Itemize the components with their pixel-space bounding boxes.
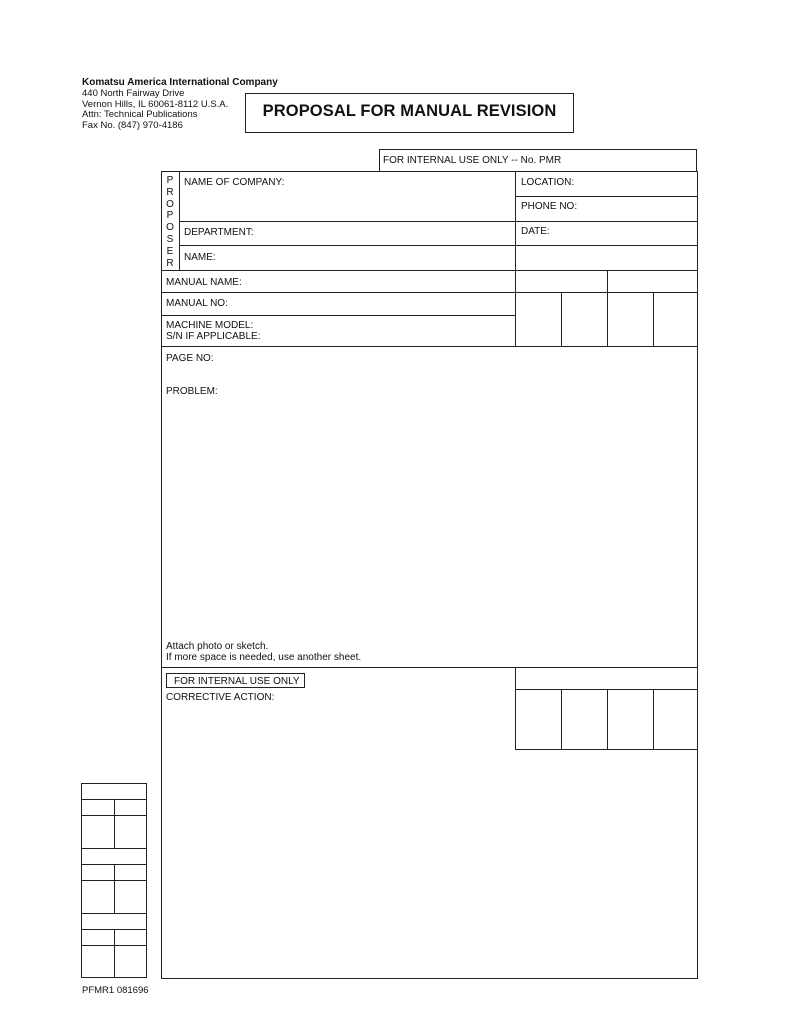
divider bbox=[607, 689, 608, 750]
department-field-label: DEPARTMENT: bbox=[184, 227, 254, 238]
form-code: PFMR1 081696 bbox=[82, 985, 149, 996]
company-name: Komatsu America International Company bbox=[82, 77, 278, 88]
divider bbox=[515, 171, 516, 347]
divider bbox=[114, 864, 115, 913]
machine-model-field-label: MACHINE MODEL: bbox=[166, 320, 254, 331]
divider bbox=[653, 292, 654, 347]
attach-note: Attach photo or sketch. bbox=[166, 641, 269, 652]
proposer-letter: O bbox=[166, 222, 174, 234]
divider bbox=[515, 196, 698, 197]
proposer-name-field-label: NAME: bbox=[184, 252, 216, 263]
internal-use-label: FOR INTERNAL USE ONLY bbox=[174, 676, 300, 687]
divider bbox=[179, 221, 698, 222]
divider bbox=[114, 799, 115, 848]
divider bbox=[81, 913, 147, 914]
divider bbox=[653, 689, 654, 750]
divider bbox=[161, 667, 698, 668]
proposer-letter: P bbox=[166, 175, 174, 186]
divider bbox=[161, 346, 698, 347]
space-note: If more space is needed, use another sheet. bbox=[166, 652, 362, 663]
divider bbox=[515, 667, 516, 750]
page-no-field-label: PAGE NO: bbox=[166, 353, 214, 364]
proposer-letter: O bbox=[166, 198, 174, 210]
divider bbox=[161, 292, 698, 293]
manual-no-field-label: MANUAL NO: bbox=[166, 298, 228, 309]
serial-number-field-label: S/N IF APPLICABLE: bbox=[166, 331, 261, 342]
corrective-action-field-label: CORRECTIVE ACTION: bbox=[166, 692, 275, 703]
divider bbox=[81, 848, 147, 849]
problem-field-label: PROBLEM: bbox=[166, 386, 218, 397]
title-box bbox=[245, 93, 574, 133]
proposer-letter: S bbox=[166, 233, 174, 245]
address-line: 440 North Fairway Drive bbox=[82, 87, 185, 99]
proposer-letter: E bbox=[166, 245, 174, 257]
address-line: Vernon Hills, IL 60061-8112 U.S.A. bbox=[82, 98, 229, 110]
phone-field-label: PHONE NO: bbox=[521, 201, 578, 212]
divider bbox=[561, 689, 562, 750]
divider bbox=[161, 270, 698, 271]
date-field-label: DATE: bbox=[521, 226, 550, 237]
manual-name-field-label: MANUAL NAME: bbox=[166, 277, 242, 288]
proposer-letter: R bbox=[166, 257, 174, 269]
internal-pmr-label: FOR INTERNAL USE ONLY -- No. PMR bbox=[383, 155, 562, 166]
company-name-field-label: NAME OF COMPANY: bbox=[184, 177, 285, 188]
page-title: PROPOSAL FOR MANUAL REVISION bbox=[262, 102, 557, 120]
proposer-vertical-label bbox=[162, 175, 178, 269]
divider bbox=[179, 245, 698, 246]
divider bbox=[607, 292, 608, 347]
address-line: Attn: Technical Publications bbox=[82, 109, 198, 121]
divider bbox=[561, 292, 562, 347]
proposer-letter: P bbox=[166, 210, 174, 222]
address-line: Fax No. (847) 970-4186 bbox=[82, 120, 183, 132]
divider bbox=[114, 929, 115, 978]
divider bbox=[607, 270, 608, 293]
location-field-label: LOCATION: bbox=[521, 177, 575, 188]
proposer-letter: R bbox=[166, 186, 174, 198]
divider bbox=[161, 315, 516, 316]
